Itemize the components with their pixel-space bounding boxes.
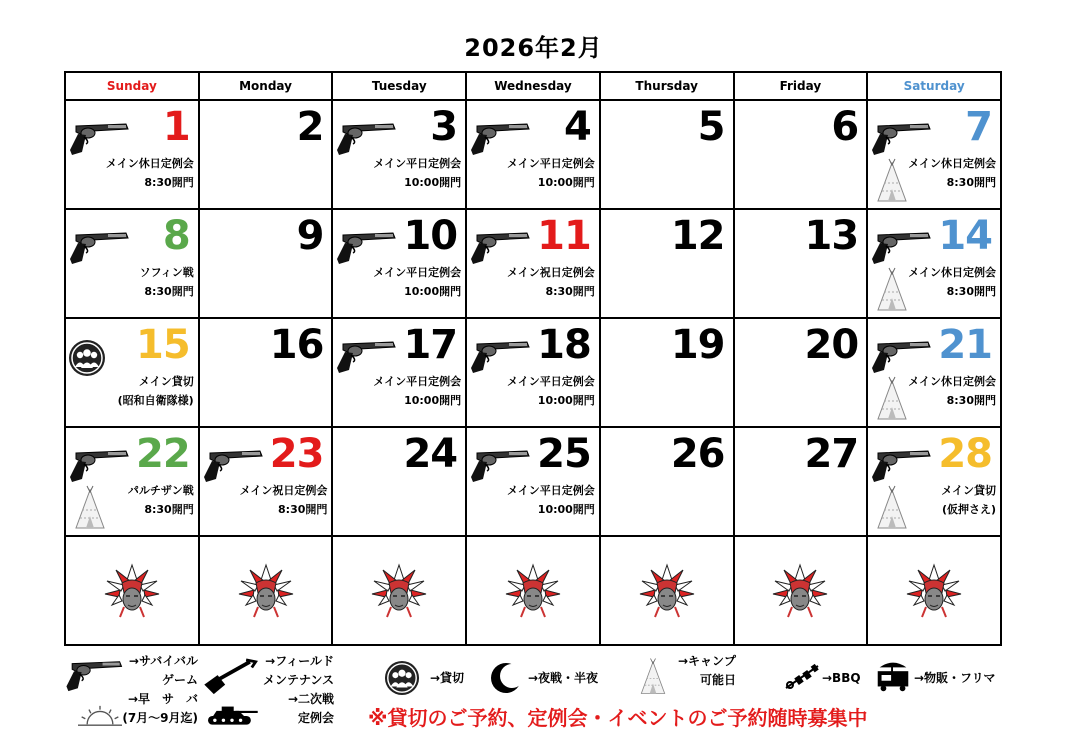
day-cell[interactable]	[600, 318, 734, 427]
day-cell[interactable]	[65, 427, 199, 536]
event-name: メイン貸切	[941, 484, 996, 497]
day-number: 21	[938, 322, 992, 368]
event-time: 8:30開門	[946, 285, 996, 298]
day-number: 17	[403, 322, 458, 368]
reservation-notice: ※貸切のご予約、定例会・イベントのご予約随時募集中	[368, 706, 868, 730]
day-cell[interactable]	[600, 427, 734, 536]
day-number: 6	[831, 104, 859, 150]
tent-icon	[874, 375, 910, 421]
revolver-icon	[68, 227, 130, 267]
event-name: メイン休日定例会	[908, 157, 996, 170]
legend-shop	[872, 654, 1002, 698]
revolver-icon	[64, 656, 124, 694]
revolver-icon	[469, 445, 531, 485]
legend-camp-line2: 可能日	[699, 673, 736, 687]
event-text	[507, 154, 595, 192]
calendar-grid	[64, 71, 1002, 646]
event-text	[507, 481, 595, 519]
calendar-title: 2026年2月	[464, 34, 603, 62]
event-text	[908, 372, 996, 410]
revolver-icon	[870, 118, 932, 158]
day-number: 12	[670, 213, 725, 259]
day-number: 24	[403, 431, 458, 477]
day-cell[interactable]	[65, 318, 199, 427]
legend-charter	[384, 660, 484, 696]
decoration-cell	[734, 536, 868, 645]
weekday-wednesday: Wednesday	[466, 72, 600, 100]
legend-early-line2: (7月～9月迄)	[122, 711, 198, 725]
weekday-sunday: Sunday	[65, 72, 199, 100]
moon-icon	[488, 660, 524, 696]
day-number: 1	[162, 104, 190, 150]
revolver-icon	[335, 227, 397, 267]
day-number: 20	[804, 322, 859, 368]
day-number: 19	[670, 322, 725, 368]
day-cell[interactable]	[466, 427, 600, 536]
revolver-icon	[335, 336, 397, 376]
legend-charter-label: →貸切	[430, 671, 465, 685]
tent-icon	[874, 157, 910, 203]
event-text	[118, 372, 194, 410]
day-cell[interactable]	[65, 100, 199, 209]
stall-icon	[872, 656, 914, 694]
tent-icon	[874, 484, 910, 530]
day-number: 14	[938, 213, 992, 259]
day-number: 4	[563, 104, 591, 150]
day-cell[interactable]	[734, 209, 868, 318]
event-name: メイン祝日定例会	[507, 266, 595, 279]
revolver-icon	[202, 445, 264, 485]
day-number: 27	[804, 431, 859, 477]
legend-field-line2: メンテナンス	[262, 673, 334, 687]
week-row	[65, 427, 1001, 536]
event-name: メイン休日定例会	[908, 375, 996, 388]
event-name: メイン祝日定例会	[239, 484, 328, 497]
legend-shop-label: →物販・フリマ	[914, 671, 996, 685]
day-number: 22	[136, 431, 190, 477]
legend-camp	[638, 652, 748, 698]
headdress-icon	[369, 561, 429, 621]
weekday-header-row	[65, 72, 1001, 100]
skewer-icon	[782, 662, 822, 692]
event-name: メイン平日定例会	[373, 157, 462, 170]
decoration-cell	[466, 536, 600, 645]
event-name: メイン平日定例会	[507, 375, 595, 388]
legend-early	[78, 690, 204, 730]
day-cell[interactable]	[332, 209, 466, 318]
legend-survival-line1: →サバイバル	[128, 654, 198, 668]
event-text	[140, 263, 194, 301]
group-icon	[68, 339, 106, 377]
weekday-tuesday: Tuesday	[332, 72, 466, 100]
event-name: メイン平日定例会	[373, 266, 462, 279]
revolver-icon	[870, 336, 932, 376]
headdress-icon	[102, 561, 162, 621]
event-time: 8:30開門	[144, 285, 194, 298]
legend-bbq	[782, 662, 872, 696]
day-cell[interactable]	[199, 209, 333, 318]
weekday-monday: Monday	[199, 72, 333, 100]
event-time: 8:30開門	[946, 394, 996, 407]
legend-ww2-line2: 定例会	[297, 711, 334, 725]
decoration-cell	[332, 536, 466, 645]
legend-early-line1: →早 サ バ	[127, 692, 198, 706]
week-row	[65, 100, 1001, 209]
revolver-icon	[68, 118, 130, 158]
event-time: 8:30開門	[545, 285, 595, 298]
legend-camp-line1: →キャンプ	[677, 654, 736, 668]
event-text	[373, 154, 461, 192]
day-number: 25	[537, 431, 591, 477]
event-name: メイン貸切	[138, 375, 194, 388]
event-text	[507, 263, 595, 301]
day-cell[interactable]	[332, 318, 466, 427]
event-time: 10:00開門	[404, 285, 462, 298]
day-cell[interactable]	[466, 100, 600, 209]
revolver-icon	[870, 227, 932, 267]
event-name: パルチザン戦	[127, 484, 194, 497]
day-cell[interactable]	[867, 427, 1001, 536]
group-icon	[384, 660, 420, 696]
revolver-icon	[469, 227, 531, 267]
day-number: 15	[136, 322, 190, 368]
day-cell[interactable]	[332, 427, 466, 536]
day-number: 10	[403, 213, 458, 259]
event-time: 10:00開門	[537, 503, 595, 516]
sunrise-icon	[78, 704, 122, 728]
tank-icon	[202, 704, 262, 728]
day-number: 28	[938, 431, 992, 477]
event-text	[373, 263, 461, 301]
legend-survival-line2: ゲーム	[161, 673, 198, 687]
headdress-icon	[770, 561, 830, 621]
day-cell[interactable]	[734, 427, 868, 536]
legend-bbq-label: →BBQ	[822, 671, 861, 685]
legend-night-label: →夜戦・半夜	[528, 671, 599, 685]
tent-icon	[638, 656, 668, 696]
event-text	[941, 481, 996, 519]
event-time: 8:30開門	[144, 503, 194, 516]
day-cell[interactable]	[734, 100, 868, 209]
day-number: 7	[965, 104, 992, 150]
weekday-thursday: Thursday	[600, 72, 734, 100]
day-number: 9	[296, 213, 324, 259]
day-number: 26	[670, 431, 725, 477]
tent-icon	[72, 484, 108, 530]
event-name: メイン平日定例会	[507, 484, 595, 497]
event-time: 10:00開門	[404, 176, 462, 189]
revolver-icon	[469, 118, 531, 158]
day-number: 2	[296, 104, 324, 150]
revolver-icon	[469, 336, 531, 376]
day-number: 23	[269, 431, 324, 477]
legend-night	[488, 660, 618, 696]
weekday-friday: Friday	[734, 72, 868, 100]
day-cell[interactable]	[867, 209, 1001, 318]
week-row	[65, 209, 1001, 318]
day-cell[interactable]	[466, 209, 600, 318]
event-time: 8:30開門	[144, 176, 194, 189]
event-text	[373, 372, 461, 410]
event-name: メイン休日定例会	[105, 157, 194, 170]
week-row	[65, 318, 1001, 427]
day-number: 11	[537, 213, 591, 259]
day-number: 16	[269, 322, 324, 368]
event-time: (昭和自衛隊様)	[117, 394, 194, 407]
headdress-icon	[503, 561, 563, 621]
event-name: ソフィン戦	[139, 266, 194, 279]
event-text	[240, 481, 328, 519]
day-cell[interactable]	[867, 318, 1001, 427]
day-cell[interactable]	[600, 209, 734, 318]
event-text	[106, 154, 194, 192]
day-cell[interactable]	[734, 318, 868, 427]
event-time: (仮押さえ)	[941, 503, 996, 516]
decoration-row	[65, 536, 1001, 645]
legend-ww2	[200, 690, 340, 730]
decoration-cell	[867, 536, 1001, 645]
day-cell[interactable]	[332, 100, 466, 209]
event-text	[507, 372, 595, 410]
day-number: 8	[162, 213, 190, 259]
event-text	[908, 263, 996, 301]
day-number: 18	[537, 322, 591, 368]
tent-icon	[874, 266, 910, 312]
day-number: 13	[804, 213, 859, 259]
day-cell[interactable]	[65, 209, 199, 318]
headdress-icon	[904, 561, 964, 621]
day-cell[interactable]	[867, 100, 1001, 209]
weekday-saturday: Saturday	[867, 72, 1001, 100]
decoration-cell	[199, 536, 333, 645]
event-time: 8:30開門	[278, 503, 328, 516]
legend-field-line1: →フィールド	[265, 654, 334, 668]
day-number: 3	[430, 104, 458, 150]
day-cell[interactable]	[199, 318, 333, 427]
headdress-icon	[236, 561, 296, 621]
day-cell[interactable]	[199, 427, 333, 536]
decoration-cell	[65, 536, 199, 645]
day-number: 5	[697, 104, 725, 150]
revolver-icon	[335, 118, 397, 158]
event-time: 10:00開門	[404, 394, 462, 407]
event-text	[908, 154, 996, 192]
event-text	[128, 481, 194, 519]
revolver-icon	[68, 445, 130, 485]
day-cell[interactable]	[199, 100, 333, 209]
event-name: メイン平日定例会	[507, 157, 595, 170]
revolver-icon	[870, 445, 932, 485]
day-cell[interactable]	[600, 100, 734, 209]
event-name: メイン休日定例会	[908, 266, 996, 279]
decoration-cell	[600, 536, 734, 645]
legend-ww2-line1: →二次戦	[287, 692, 334, 706]
event-time: 8:30開門	[946, 176, 996, 189]
event-time: 10:00開門	[537, 176, 595, 189]
event-time: 10:00開門	[537, 394, 595, 407]
event-name: メイン平日定例会	[373, 375, 462, 388]
day-cell[interactable]	[466, 318, 600, 427]
headdress-icon	[637, 561, 697, 621]
